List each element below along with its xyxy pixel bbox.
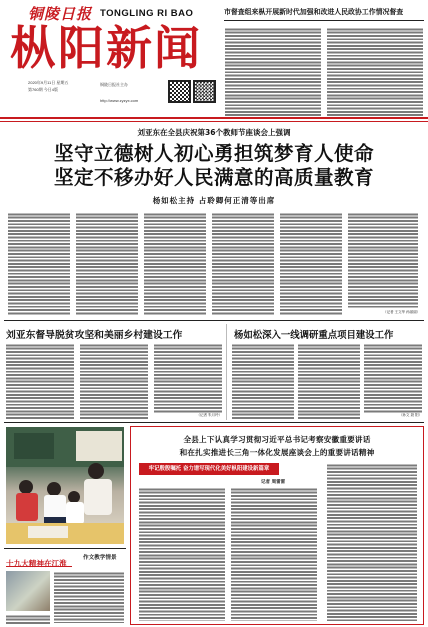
issue-line: 第760期 今日4版: [28, 87, 59, 92]
qr-code-right: [193, 80, 216, 103]
top-right-headline: 市督查组来枞开展新时代加强和改进人民政协工作情况督查: [224, 8, 404, 16]
column-text-2: [6, 614, 50, 624]
lead-subline: 杨如松主持 占聆卿何正清等出席: [152, 196, 276, 205]
lead-col-5: [280, 212, 342, 315]
date-line: 2020年9月11日 星期五: [28, 80, 69, 85]
photo-caption: 作文教学情景: [83, 555, 117, 561]
story-right-col-2: [298, 343, 360, 419]
story-left-byline: （记者 朱月玲）: [196, 413, 222, 417]
feature-title-2: 和在扎实推进长三角一体化发展座谈会上的重要讲话精神: [179, 448, 375, 457]
top-right-story: [224, 2, 424, 120]
column-logo: [6, 551, 72, 568]
newspaper-pinyin: TONGLING RI BAO: [100, 8, 194, 19]
lead-col-1: [8, 212, 70, 315]
feature-title-1: 全县上下认真学习贯彻习近平总书记考察安徽重要讲话: [183, 435, 371, 444]
lead-col-3: [144, 212, 206, 315]
qr-code-left: [168, 80, 191, 103]
story-left-headline: 刘亚东督导脱贫攻坚和美丽乡村建设工作: [6, 330, 183, 341]
website: http://www.zyzyx.com: [100, 98, 139, 103]
photo-bottom-rule: [4, 548, 126, 549]
second-row-bottom-rule: [4, 422, 424, 423]
story-left-col-2: [80, 343, 148, 419]
top-right-col2: [327, 27, 423, 117]
story-right-byline: （孙文 聂 阳）: [398, 413, 422, 417]
column-label: 十九大精神在江淮: [6, 559, 67, 568]
lead-col-4: [212, 212, 274, 315]
lead-col-2: [76, 212, 138, 315]
story-left-col-3: [154, 343, 222, 413]
feature-reporter: 记者 周雷雷: [261, 480, 286, 485]
lead-bottom-rule: [4, 320, 424, 321]
story-right-col-1: [232, 343, 294, 419]
lead-kicker: 刘亚东在全县庆祝第36个教师节座谈会上强调: [137, 128, 291, 137]
classroom-photo: [6, 427, 124, 544]
top-right-rule: [224, 20, 424, 21]
lead-byline: （记者 王文华 孙丽丽）: [382, 310, 420, 314]
feature-col-1: [139, 487, 225, 621]
column-photo: [6, 571, 50, 611]
newspaper-title: 枞阳新闻: [10, 21, 202, 75]
newspaper-small-name: 铜陵日报: [28, 5, 93, 23]
story-left-col-1: [6, 343, 74, 419]
top-red-rule: [0, 117, 428, 119]
story-divider: [226, 324, 227, 420]
top-right-col1: [225, 27, 321, 117]
lead-headline-2: 坚定不移办好人民满意的高质量教育: [53, 166, 374, 189]
masthead: [0, 0, 220, 112]
column-text-1: [54, 571, 124, 623]
feature-banner: [139, 463, 279, 475]
feature-box: [130, 426, 424, 625]
feature-banner-text: 牢记殷殷嘱托 奋力谱写现代化美好枞阳建设新篇章: [148, 466, 270, 472]
column-rule: [6, 566, 72, 567]
publisher-line: 铜陵日报社主办: [100, 82, 128, 87]
feature-col-2: [231, 487, 317, 621]
top-red-rule-thin: [0, 121, 428, 122]
feature-col-3: [327, 463, 417, 621]
story-right-col-3: [364, 343, 422, 413]
lead-headline-1: 坚守立德树人初心勇担筑梦育人使命: [53, 142, 374, 165]
lead-col-6: [348, 212, 418, 309]
story-right-headline: 杨如松深入一线调研重点项目建设工作: [234, 330, 394, 341]
